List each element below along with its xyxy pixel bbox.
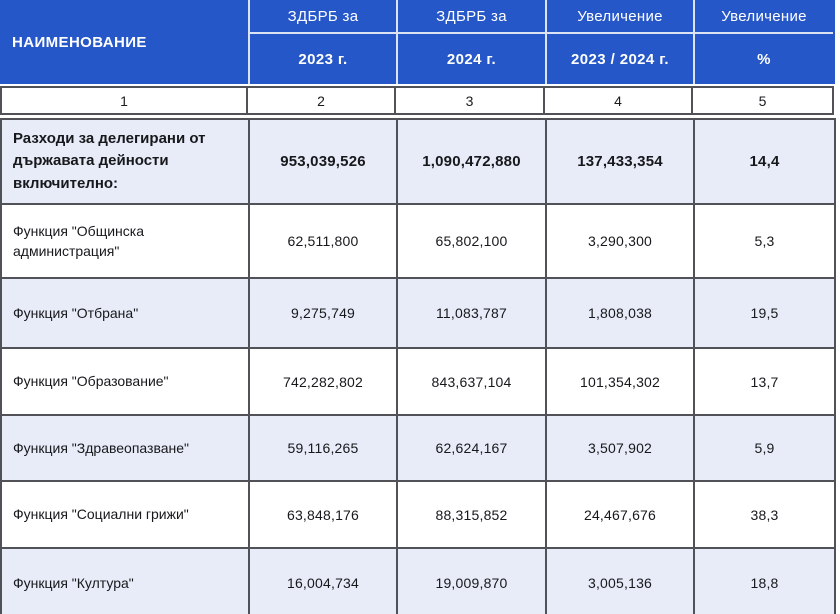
value-increase: 3,005,136 [546, 548, 694, 614]
value-2024: 65,802,100 [397, 204, 546, 278]
row-label: Функция "Социални грижи" [1, 481, 249, 548]
table-header [0, 0, 835, 84]
table-row [1, 278, 835, 348]
value-percent: 14,4 [694, 119, 835, 204]
value-2024: 19,009,870 [397, 548, 546, 614]
value-2023: 16,004,734 [249, 548, 397, 614]
column-number: 3 [396, 86, 545, 115]
table-row [1, 415, 835, 481]
value-2024: 843,637,104 [397, 348, 546, 415]
row-label: Разходи за делегирани от държавата дейности включително: [1, 119, 249, 204]
row-label: Функция "Култура" [1, 548, 249, 614]
column-number-row [0, 86, 834, 115]
value-2023: 953,039,526 [249, 119, 397, 204]
value-2024: 1,090,472,880 [397, 119, 546, 204]
value-2024: 88,315,852 [397, 481, 546, 548]
header-col-increase-abs [545, 0, 693, 84]
row-label: Функция "Здравеопазване" [1, 415, 249, 481]
header-top-label: ЗДБРБ за [398, 0, 545, 34]
value-increase: 3,507,902 [546, 415, 694, 481]
table-row [1, 348, 835, 415]
column-number: 5 [693, 86, 834, 115]
value-increase: 24,467,676 [546, 481, 694, 548]
header-bottom-label: 2024 г. [446, 50, 497, 68]
header-top-label: Увеличение [695, 0, 833, 34]
row-label: Функция "Общинска администрация" [1, 204, 249, 278]
value-percent: 38,3 [694, 481, 835, 548]
value-2023: 742,282,802 [249, 348, 397, 415]
header-col-zdbrb-2023 [248, 0, 396, 84]
column-number: 4 [545, 86, 693, 115]
row-label: Функция "Отбрана" [1, 278, 249, 348]
value-percent: 5,3 [694, 204, 835, 278]
header-top-label: ЗДБРБ за [250, 0, 396, 34]
header-top-label: Увеличение [547, 0, 693, 34]
value-percent: 18,8 [694, 548, 835, 614]
column-number: 1 [0, 86, 248, 115]
data-table [0, 118, 836, 614]
header-bottom-label: % [757, 50, 771, 68]
header-col-zdbrb-2024 [396, 0, 545, 84]
value-percent: 19,5 [694, 278, 835, 348]
value-2024: 11,083,787 [397, 278, 546, 348]
value-2023: 9,275,749 [249, 278, 397, 348]
table-row [1, 481, 835, 548]
table-row-total [1, 119, 835, 204]
value-percent: 5,9 [694, 415, 835, 481]
column-number: 2 [248, 86, 396, 115]
value-increase: 1,808,038 [546, 278, 694, 348]
value-increase: 137,433,354 [546, 119, 694, 204]
row-label: Функция "Образование" [1, 348, 249, 415]
value-percent: 13,7 [694, 348, 835, 415]
table-row [1, 548, 835, 614]
value-2023: 59,116,265 [249, 415, 397, 481]
value-increase: 3,290,300 [546, 204, 694, 278]
header-bottom-label: 2023 г. [298, 50, 348, 68]
header-name-cell: НАИМЕНОВАНИЕ [12, 33, 147, 51]
header-col-increase-pct [693, 0, 833, 84]
value-increase: 101,354,302 [546, 348, 694, 415]
value-2023: 62,511,800 [249, 204, 397, 278]
table-row [1, 204, 835, 278]
header-bottom-label: 2023 / 2024 г. [571, 50, 669, 68]
value-2024: 62,624,167 [397, 415, 546, 481]
value-2023: 63,848,176 [249, 481, 397, 548]
